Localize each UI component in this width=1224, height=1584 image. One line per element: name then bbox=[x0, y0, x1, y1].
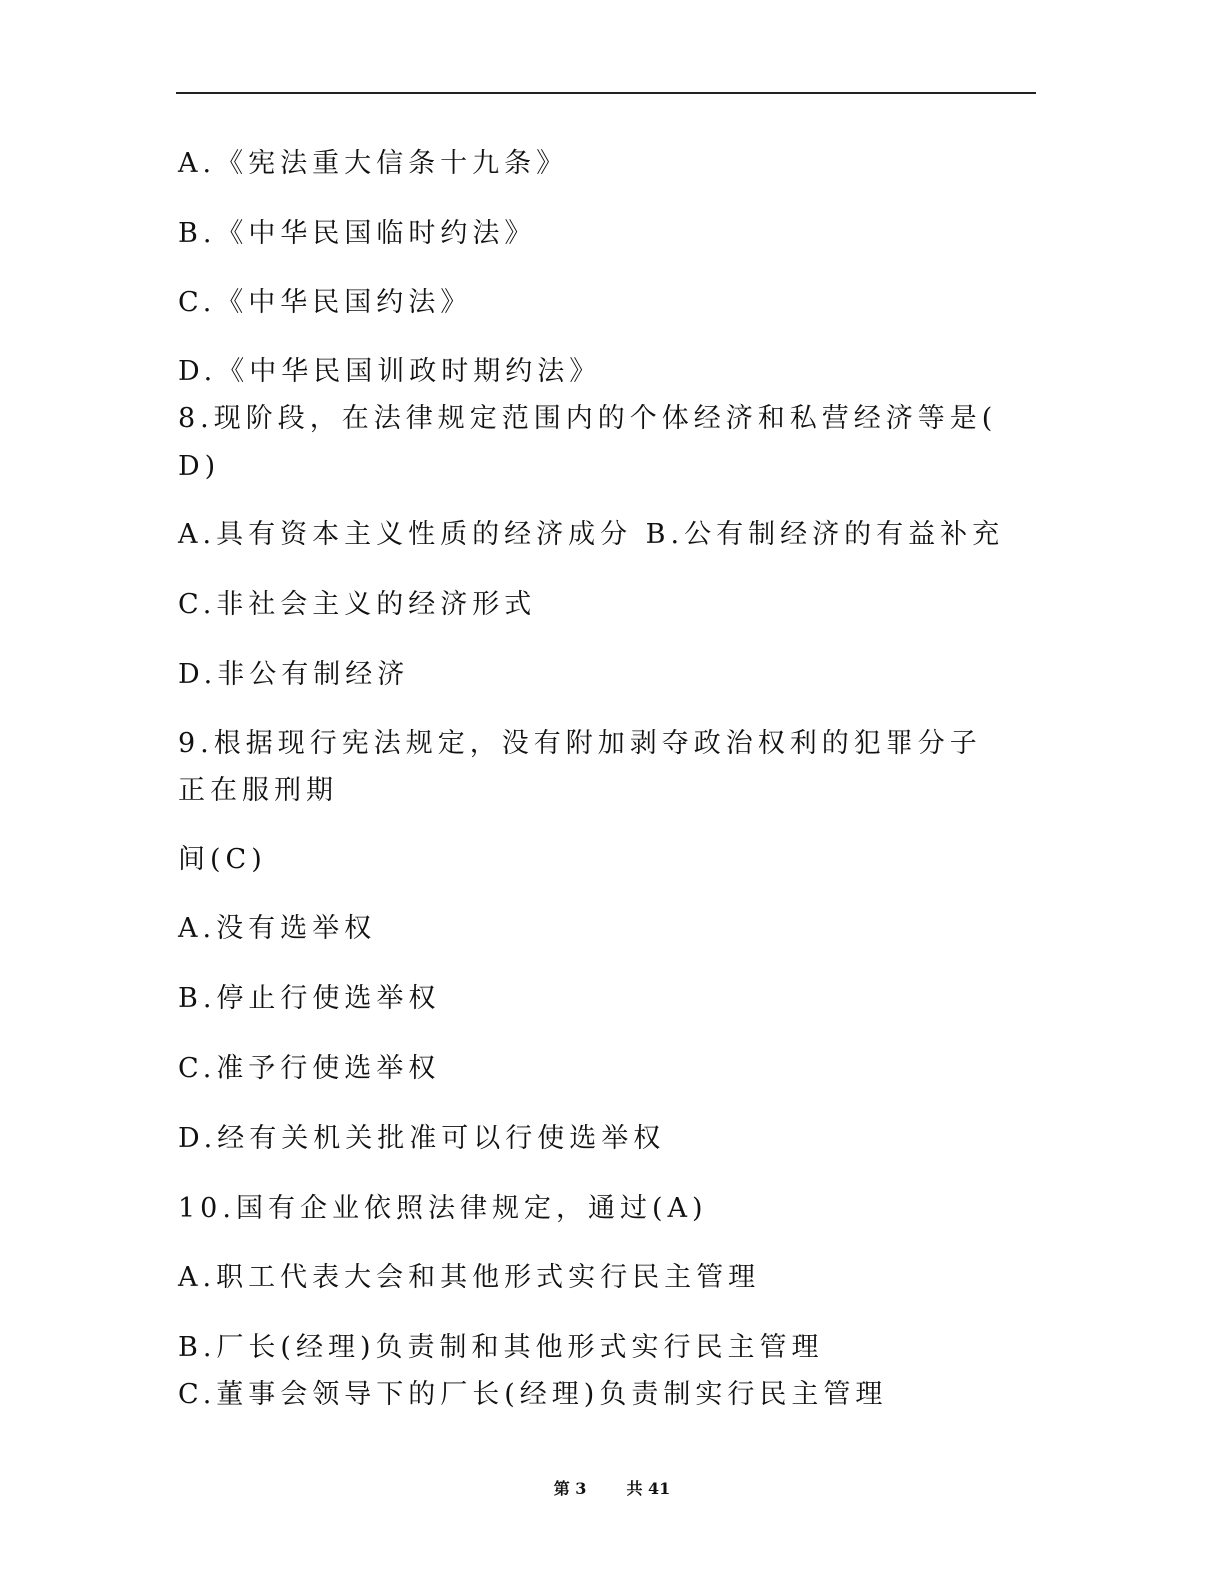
page-footer bbox=[0, 1476, 1224, 1499]
option-8c: C.非社会主义的经济形式 bbox=[178, 589, 537, 620]
option-8ab: A.具有资本主义性质的经济成分 B.公有制经济的有益补充 bbox=[178, 519, 1005, 550]
option-10c: C.董事会领导下的厂长(经理)负责制实行民主管理 bbox=[178, 1379, 888, 1410]
page-number: 第 3 bbox=[553, 1479, 587, 1498]
option-9d: D.经有关机关批准可以行使选举权 bbox=[178, 1123, 666, 1154]
question-8-answer: D) bbox=[178, 451, 221, 482]
option-9c: C.准予行使选举权 bbox=[178, 1053, 441, 1084]
option-10a: A.职工代表大会和其他形式实行民主管理 bbox=[178, 1262, 761, 1293]
page-total: 共 41 bbox=[626, 1479, 671, 1498]
question-9-cont: 正在服刑期 bbox=[178, 775, 338, 806]
question-8: 8.现阶段，在法律规定范围内的个体经济和私营经济等是( bbox=[178, 403, 998, 434]
option-10b: B.厂长(经理)负责制和其他形式实行民主管理 bbox=[178, 1332, 824, 1363]
question-9: 9.根据现行宪法规定，没有附加剥夺政治权利的犯罪分子 bbox=[178, 728, 982, 759]
option-9a: A.没有选举权 bbox=[178, 913, 377, 944]
option-7a: A.《宪法重大信条十九条》 bbox=[178, 148, 569, 179]
question-10: 10.国有企业依照法律规定，通过(A) bbox=[178, 1193, 708, 1224]
header-rule bbox=[176, 92, 1036, 94]
option-7d: D.《中华民国训政时期约法》 bbox=[178, 356, 602, 387]
question-9-answer: 间(C) bbox=[178, 844, 267, 875]
option-7b: B.《中华民国临时约法》 bbox=[178, 218, 537, 249]
option-8d: D.非公有制经济 bbox=[178, 659, 410, 690]
option-7c: C.《中华民国约法》 bbox=[178, 287, 473, 318]
option-9b: B.停止行使选举权 bbox=[178, 983, 441, 1014]
